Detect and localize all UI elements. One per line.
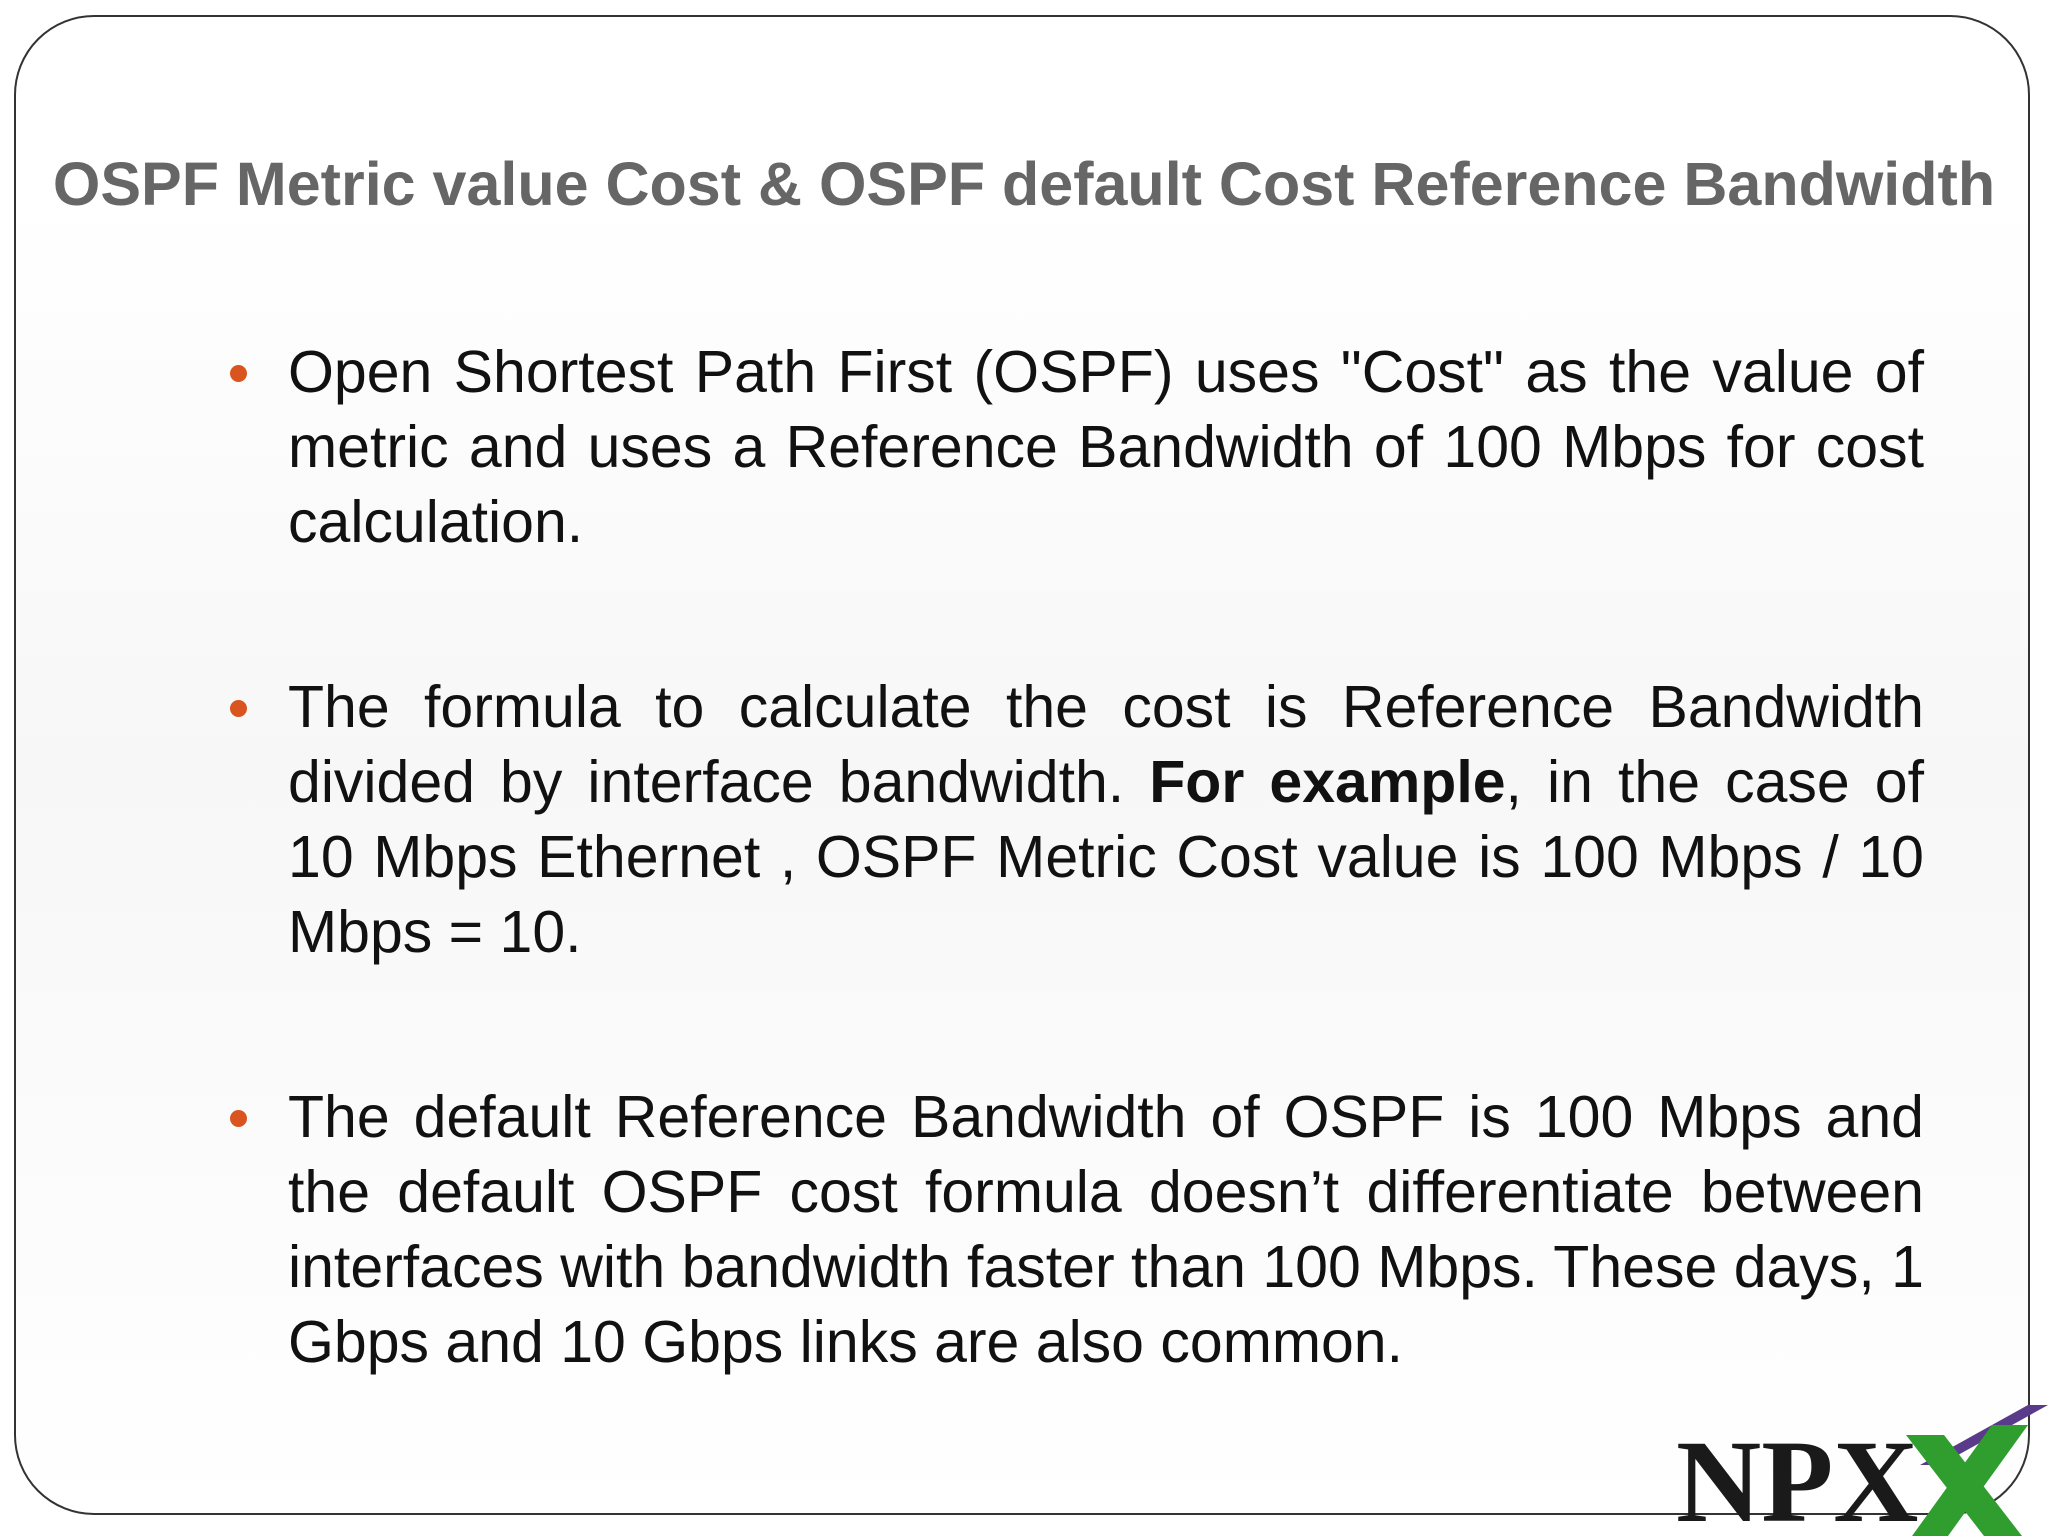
bullet-text: Open Shortest Path First (OSPF) uses "Cost" as the value of metric and uses a Reference Bandwidth of 100 Mbps for cost calculation. [288,339,1924,555]
bullet-text-bold: For example [1149,749,1506,815]
bullet-list [226,335,1924,1380]
bullet-item [226,335,1924,560]
bullet-text-part: , in the case of 10 Mbps Ethernet , OSPF Metric Cost value is 100 Mbps / 10 Mbps = 10. [288,749,1924,965]
slide-title: OSPF Metric value Cost & OSPF default Cost Reference Bandwidth [52,150,1996,218]
bullet-text-part: The formula to calculate the cost is Reference Bandwidth divided by interface bandwidth. [288,674,1924,815]
logo-text: NPX [1676,1416,1919,1536]
bullet-dot-icon [230,365,247,382]
bullet-dot-icon [230,1110,247,1127]
bullet-dot-icon [230,700,247,717]
bullet-item [226,670,1924,970]
npx-logo [1672,1405,2048,1536]
bullet-item [226,1080,1924,1380]
bullet-text: The default Reference Bandwidth of OSPF is 100 Mbps and the default OSPF cost formula doesn’t differentiate between interfaces with bandwidth faster than 100 Mbps. These days, 1 Gbps and 10 Gbps links are also common. [288,1084,1924,1375]
bullet-text [288,674,1924,965]
